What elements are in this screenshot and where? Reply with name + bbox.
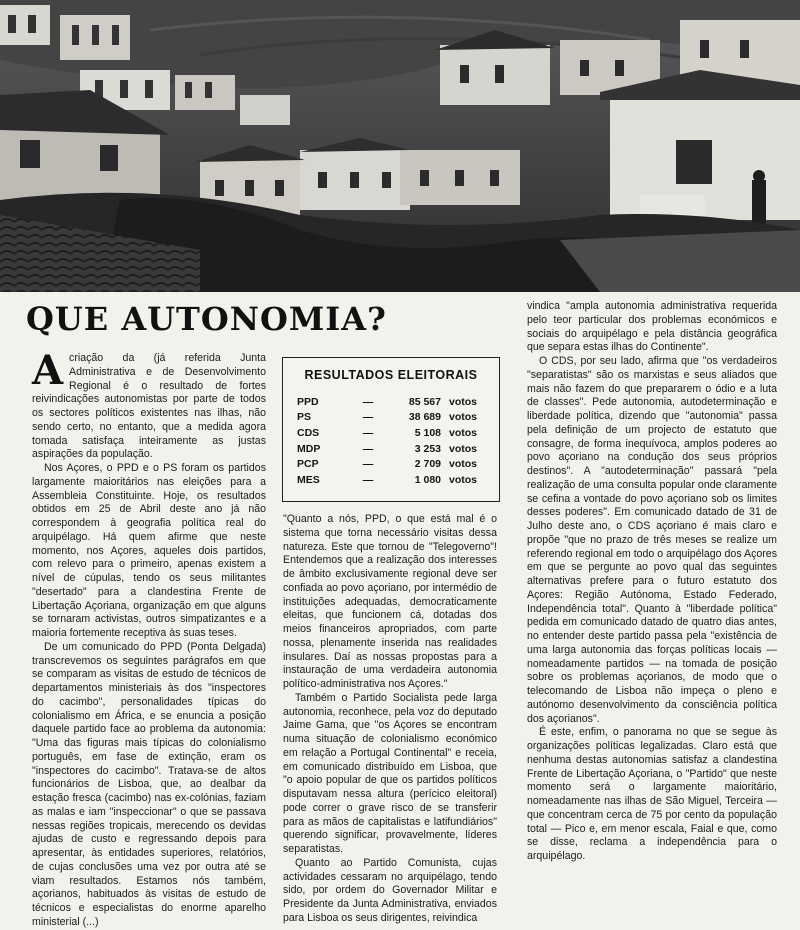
election-results-box	[282, 357, 500, 502]
results-votes: 2 709	[414, 458, 441, 471]
results-unit: votos	[449, 411, 478, 424]
column-3	[527, 300, 777, 862]
paragraph-3: De um comunicado do PPD (Ponta Delgada) transcrevemos os seguintes parágrafos em que se comparam as visitas de estudo de técnicos de departamentos ministeriais às dos "inspectores do cacimbo", personalidades típicas do colonialismo em África, e se enuncia a posição daquele partido face ao problema da autonomia: "Uma das figuras mais típicas do colonialismo português, em fase de extinção, eram os "inspectores do cacimbo". Tratava-se de altos funcionários de Lisboa, que, ao dealbar da estação fresca (cacimbo) nas ex-colónias, faziam as malas e iam "inspeccionar" o que se passava nessas regiões tropicais, merecendo os devidas ajudas de custo e regressando depois para apresentar, às entidades superiores, relatórios, de cujas conclusões uma vez por outra até se viam resultados. Estamos nós também, açorianos, habituados às visitas de estudo de técnicos e especialistas do enorme aparelho ministerial (...)	[32, 640, 266, 928]
results-dash: —	[362, 395, 374, 408]
results-party: PS	[297, 411, 312, 424]
results-dash: —	[362, 411, 374, 424]
paragraph-5: Também o Partido Socialista pede larga autonomia, reconhece, pela voz do deputado Jaime Gama, que "os Açores se encontram numa situação de colonialismo económico em relação a Portugal Continental" e receia, em comunicado distribuído em Lisboa, que "o apoio popular de que os partidos políticos disputavam nessa altura (perícico eleitoral) pode correr o grave risco de se transferir para as mãos de capitalistas e latifundiários" querendo significar, provavelmente, líderes separatistas.	[283, 691, 497, 855]
results-party: MES	[297, 473, 320, 486]
results-row	[297, 456, 489, 472]
paragraph-1: Acriação da (já referida Junta Administrativa e de Desenvolvimento Regional é o resultado de fortes reivindicações autonomistas por parte de todos os sectores políticos existentes nas ilhas, não sendo certo, no entanto, que a medida agora tomada satisfaça inteiramente as justas aspirações da população.	[32, 347, 266, 461]
paragraph-6: Quanto ao Partido Comunista, cujas actividades cessaram no arquipélago, tendo sido, por ordem do Governador Militar e Presidente da Junta Administrativa, enviados para Lisboa os seus dirigentes, reivindica	[283, 856, 497, 924]
results-row	[297, 425, 489, 441]
results-votes: 5 108	[414, 426, 441, 439]
paragraph-9: É este, enfim, o panorama no que se segue às organizações políticas legalizadas. Claro está que nenhuma destas autonomias satisfaz a clandestina Frente de Libertação Açoriana, o "Partido" que neste momento será o largamente maioritário, nomeadamente nas ilhas de São Miguel, Terceira — que concentram cerca de 75 por cento da população total — Pico e, em menor escala, Faial e que, como se disse, reclama a independência para o arquipélago.	[527, 726, 777, 862]
paragraph-4: "Quanto a nós, PPD, o que está mal é o sistema que torna necessário visitas dessa natureza. Este que tornou de "Telegoverno"! Entendemos que a realização dos interesses de âmbito exclusivamente regional deve ser confiada ao povo açoriano, por intermédio de instituições adequadas, democraticamente eleitas, que funcionem cá, dotadas dos meios financeiros apropriados, com parte nossa, plenamente inserida nas realidades insulares. Daí as nossas propostas para a instauração de uma verdadeira autonomia político-administrativa nos Açores."	[283, 513, 497, 690]
results-unit: votos	[449, 473, 478, 486]
paragraph-7: vindica "ampla autonomia administrativa requerida pelo teor particular dos problemas económicos e sociais do arquipélago e pela distância geográfica que separa estas ilhas do Continente".	[527, 300, 777, 354]
column-1	[32, 347, 266, 928]
results-row	[297, 394, 489, 410]
results-row	[297, 441, 489, 457]
results-dash: —	[362, 458, 374, 471]
results-row	[297, 472, 489, 488]
results-party: PPD	[297, 395, 319, 408]
results-votes: 3 253	[414, 442, 441, 455]
village-photo	[0, 0, 800, 292]
results-votes: 85 567	[408, 395, 441, 408]
results-votes: 1 080	[414, 473, 441, 486]
results-dash: —	[362, 426, 374, 439]
results-unit: votos	[449, 395, 478, 408]
results-table	[297, 394, 489, 488]
paragraph-2: Nos Açores, o PPD e o PS foram os partidos largamente maioritários nas eleições para a Assembleia Constituinte. Hoje, os resultados obtidos em 25 de Abril deste ano já não correspondem à geografia política real do arquipélago. Há quem afirme que neste momento, nos Açores, aqueles dois partidos, com relevo para o primeiro, apenas existem a nível de cúpulas, tendo os seus militantes "desertado" para a clandestina Frente de Libertação Açoriana, organização em que alguns se tornaram activistas, outros simpatizantes e a maioria fortemente receptiva às suas teses.	[32, 462, 266, 639]
results-title: RESULTADOS ELEITORAIS	[304, 368, 478, 382]
results-party: CDS	[297, 426, 320, 439]
results-party: PCP	[297, 458, 319, 471]
headline: QUE AUTONOMIA?	[26, 300, 387, 338]
results-unit: votos	[449, 458, 478, 471]
paragraph-8: O CDS, por seu lado, afirma que "os verdadeiros "separatistas" são os marxistas e seus aliados que mais não fazem do que prepararem o ódio e a luta de classes". Pede autonomia, autodeterminação e liberdade política, dizendo que "autonomia" passa pela definição de um projecto de estatuto que consagre, de forma inequívoca, amplos poderes ao povo açoriano na condução dos seus próprios destinos". A "autodeterminação" passará "pela realização de uma consulta popular onde claramente se cefina a vontade do povo açoriano sob os limites desses poderes". Em comunicado datado de 31 de Julho deste ano, o CDS açoriano é mais claro e propõe "que no prazo de três meses se realize um referendo regional em todo o arquipélago dos Açores em que se pergunte ao povo qual das seguintes alternativas prefere para o futuro estatuto dos Açores: Região Autónoma, Estado Federado, Independência total". Quanto à "liberdade política" pedida em comunicado datado de quatro dias antes, no entender deste partido passa pela "existência de uma larga autonomia das forças políticas locais — nomeadamente partidos — na tomada de posição sobre os problemas açorianos, de modo que o telecomando de Lisboa não impeça o pleno e autónomo desenvolvimento da consciência política dos açorianos".	[527, 355, 777, 725]
results-unit: votos	[449, 442, 478, 455]
results-dash: —	[362, 473, 374, 486]
drop-cap: A	[32, 347, 64, 394]
column-2	[283, 513, 497, 924]
results-unit: votos	[449, 426, 478, 439]
results-row	[297, 410, 489, 426]
results-dash: —	[362, 442, 374, 455]
results-party: MDP	[297, 442, 321, 455]
results-votes: 38 689	[408, 411, 441, 424]
